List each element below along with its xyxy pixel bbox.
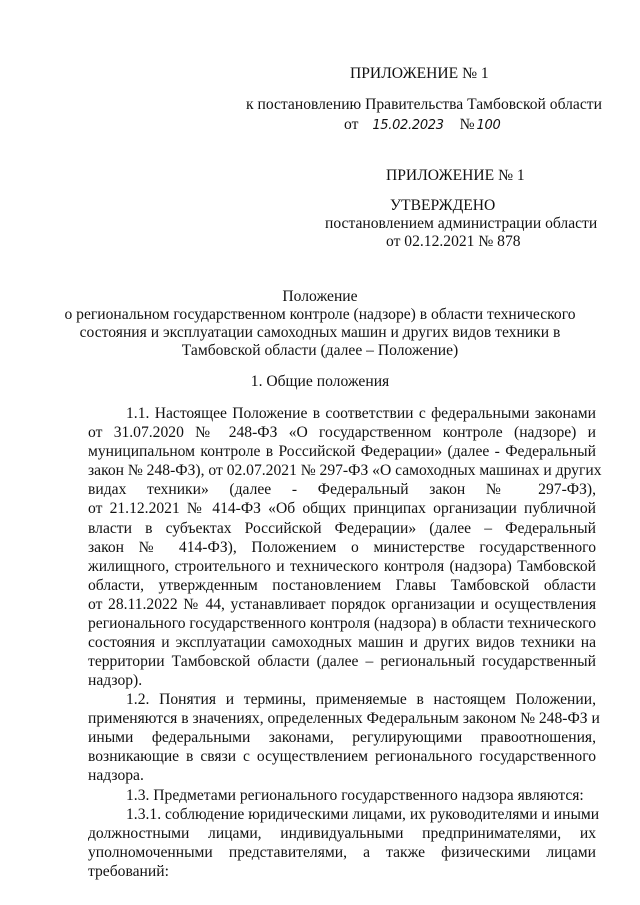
- paragraph-line: регионального государственного контроля (надзора) в области технического: [88, 615, 597, 633]
- paragraph-line: закон № 248-ФЗ), от 02.07.2021 № 297-ФЗ «О самоходных машинах и других: [88, 462, 602, 480]
- paragraph-line: муниципальном контроле в Российской Федерации» (далее - Федеральный: [88, 443, 596, 461]
- paragraph-line: видах техники» (далее - Федеральный закон № 297-ФЗ),: [88, 481, 596, 499]
- paragraph-1-2: [88, 690, 600, 785]
- title-line-1: Положение: [282, 288, 358, 305]
- title-line-3: состояния и эксплуатации самоходных машин и других видов техники в: [79, 324, 561, 341]
- section-1-heading: 1. Общие положения: [250, 373, 390, 390]
- approval-approved: УТВЕРЖДЕНО: [390, 197, 496, 214]
- paragraph-line: требований:: [88, 863, 169, 881]
- header-number-prefix: №: [459, 116, 475, 133]
- paragraph-line: надзор).: [88, 672, 143, 690]
- paragraph-line: жилищного, строительного и технического контроля (надзора) Тамбовской: [88, 557, 596, 575]
- paragraph-line: 1.1. Настоящее Положение в соответствии с федеральными законами: [126, 405, 596, 422]
- paragraph-line: иными федеральными законами, регулирующими правоотношения,: [88, 729, 596, 747]
- paragraph-line: власти в субъектах Российской Федерации» (далее – Федеральный: [88, 519, 596, 537]
- paragraph-1-1: [88, 404, 602, 690]
- approval-by-resolution: постановлением администрации области: [325, 215, 598, 232]
- header-to-resolution: к постановлению Правительства Тамбовской области: [246, 96, 602, 113]
- paragraph-line: надзора.: [88, 767, 144, 785]
- header-date-handwritten: 15.02.2023: [372, 118, 444, 133]
- paragraph-line: возникающие в связи с осуществлением регионального государственного: [88, 748, 596, 766]
- paragraph-line: области, утвержденным постановлением Главы Тамбовской области: [88, 576, 596, 594]
- paragraph-line: применяются в значениях, определенных Федеральным законом № 248-ФЗ и: [88, 710, 600, 728]
- header-date-prefix: от: [344, 116, 359, 133]
- paragraph-line: от 21.12.2021 № 414-ФЗ «Об общих принципах организации публичной: [88, 500, 596, 518]
- paragraph-line: от 31.07.2020 № 248-ФЗ «О государственном контроле (надзоре) и: [88, 424, 596, 442]
- paragraph-line: должностными лицами, индивидуальными предпринимателями, их: [88, 825, 596, 843]
- paragraph-line: 1.3. Предметами регионального государственного надзора являются:: [126, 787, 584, 804]
- approval-date-number: от 02.12.2021 № 878: [386, 233, 521, 250]
- header-number-handwritten: 100: [476, 118, 501, 133]
- paragraph-line: уполномоченными представителями, а также физическими лицами: [88, 844, 596, 862]
- approval-appendix-title: ПРИЛОЖЕНИЕ № 1: [386, 167, 525, 184]
- title-line-2: о региональном государственном контроле (надзоре) в области технического: [64, 306, 576, 323]
- header-date-line: [344, 115, 500, 136]
- header-appendix-title: ПРИЛОЖЕНИЕ № 1: [350, 65, 489, 82]
- paragraph-line: территории Тамбовской области (далее – региональный государственный: [88, 653, 596, 671]
- paragraph-line: закон № 414-ФЗ), Положением о министерстве государственного: [88, 538, 596, 556]
- paragraph-1-3-1: [88, 805, 600, 881]
- paragraph-line: 1.2. Понятия и термины, применяемые в настоящем Положении,: [126, 691, 596, 708]
- paragraph-line: от 28.11.2022 № 44, устанавливает порядок организации и осуществления: [88, 595, 596, 613]
- paragraph-line: состояния и эксплуатации самоходных машин и других видов техники на: [88, 634, 596, 652]
- paragraph-1-3: [88, 786, 596, 805]
- paragraph-line: 1.3.1. соблюдение юридическими лицами, их руководителями и иными: [126, 806, 600, 823]
- title-line-4: Тамбовской области (далее – Положение): [181, 342, 459, 359]
